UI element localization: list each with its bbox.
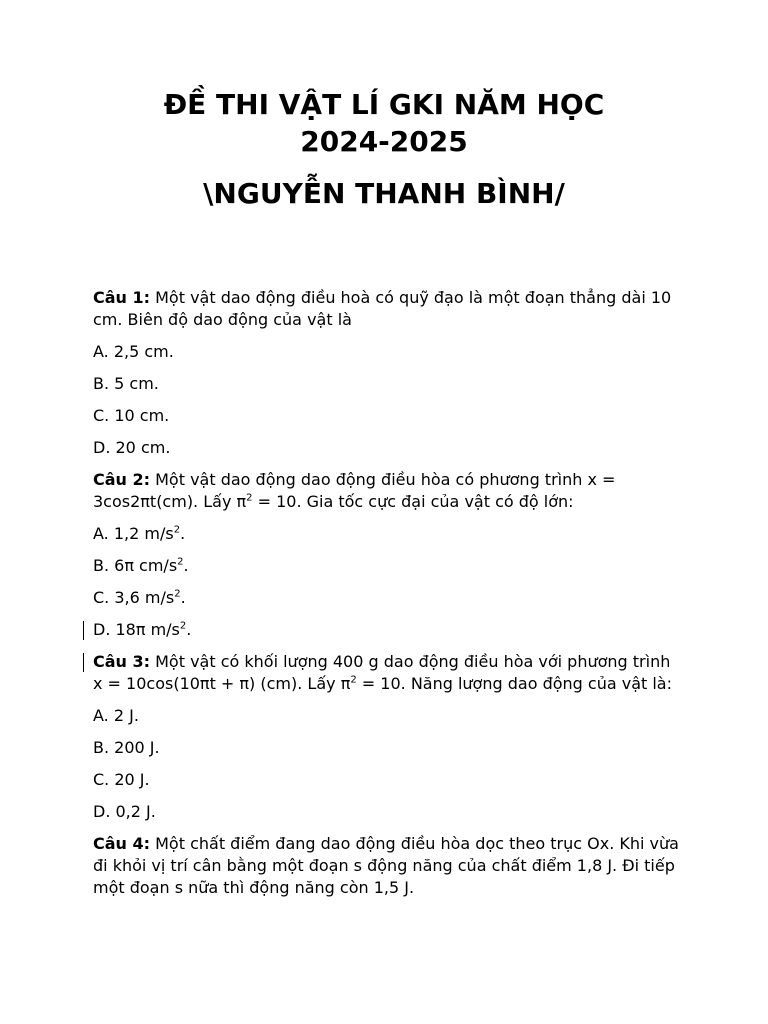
question-3-option-d: D. 0,2 J. (93, 802, 156, 821)
question-3-label: Câu 3: (93, 652, 151, 671)
question-1-label: Câu 1: (93, 288, 151, 307)
option-suffix: . (183, 556, 189, 575)
question-2-text-part2: = 10. Gia tốc cực đại của vật có độ lớn: (252, 492, 574, 511)
question-1-option-c: C. 10 cm. (93, 406, 170, 425)
question-3-option-a: A. 2 J. (93, 706, 139, 725)
superscript-2: 2 (177, 556, 184, 568)
question-3-option-b: B. 200 J. (93, 738, 160, 757)
text-cursor-marker (83, 621, 84, 640)
text-cursor-marker (83, 653, 84, 672)
question-4 (93, 833, 683, 899)
option-text: B. 6π cm/s (93, 556, 178, 575)
question-1-option-a: A. 2,5 cm. (93, 342, 174, 361)
question-2-option-d (93, 619, 683, 641)
question-1-text: Một vật dao động điều hoà có quỹ đạo là một đoạn thẳng dài 10 cm. Biên độ dao động của vật là (93, 288, 672, 329)
document-title (0, 86, 768, 212)
question-2-text-part1: Một vật dao động dao động điều hòa có phương trình x = 3cos2πt(cm). Lấy π (93, 470, 616, 511)
question-3-text-part2: = 10. Năng lượng dao động của vật là: (356, 674, 672, 693)
superscript-2: 2 (173, 524, 181, 536)
superscript-2: 2 (350, 674, 357, 686)
question-4-text: Một chất điểm đang dao động điều hòa dọc theo trục Ox. Khi vừa đi khỏi vị trí cân bằng một đoạn s động năng của chất điểm 1,8 J. Đi tiếp một đoạn s nữa thì động năng còn 1,5 J. (93, 834, 679, 897)
option-suffix: . (180, 524, 186, 543)
question-1-option-d: D. 20 cm. (93, 438, 171, 457)
option-suffix: . (186, 620, 192, 639)
question-2-option-c (93, 587, 683, 609)
question-2-option-a (93, 523, 683, 545)
option-suffix: . (180, 588, 186, 607)
author-line: \NGUYỄN THANH BÌNH/ (203, 177, 565, 210)
question-4-label: Câu 4: (93, 834, 151, 853)
question-1 (93, 287, 683, 331)
option-text: C. 3,6 m/s (93, 588, 175, 607)
superscript-2: 2 (246, 492, 253, 504)
title-line-2: 2024-2025 (300, 125, 468, 158)
question-2-option-b (93, 555, 683, 577)
option-text: D. 18π m/s (93, 620, 180, 639)
document-body (93, 287, 683, 909)
title-line-1: ĐỀ THI VẬT LÍ GKI NĂM HỌC (163, 88, 605, 121)
option-text: A. 1,2 m/s (93, 524, 174, 543)
question-3-option-c: C. 20 J. (93, 770, 150, 789)
superscript-2: 2 (174, 588, 181, 600)
question-2-label: Câu 2: (93, 470, 151, 489)
question-3 (93, 651, 683, 695)
question-1-option-b: B. 5 cm. (93, 374, 159, 393)
question-3-text-part1: Một vật có khối lượng 400 g dao động điều hòa với phương trình x = 10cos(10πt + π) (cm). Lấy π (93, 652, 671, 693)
question-2 (93, 469, 683, 513)
superscript-2: 2 (179, 620, 187, 632)
